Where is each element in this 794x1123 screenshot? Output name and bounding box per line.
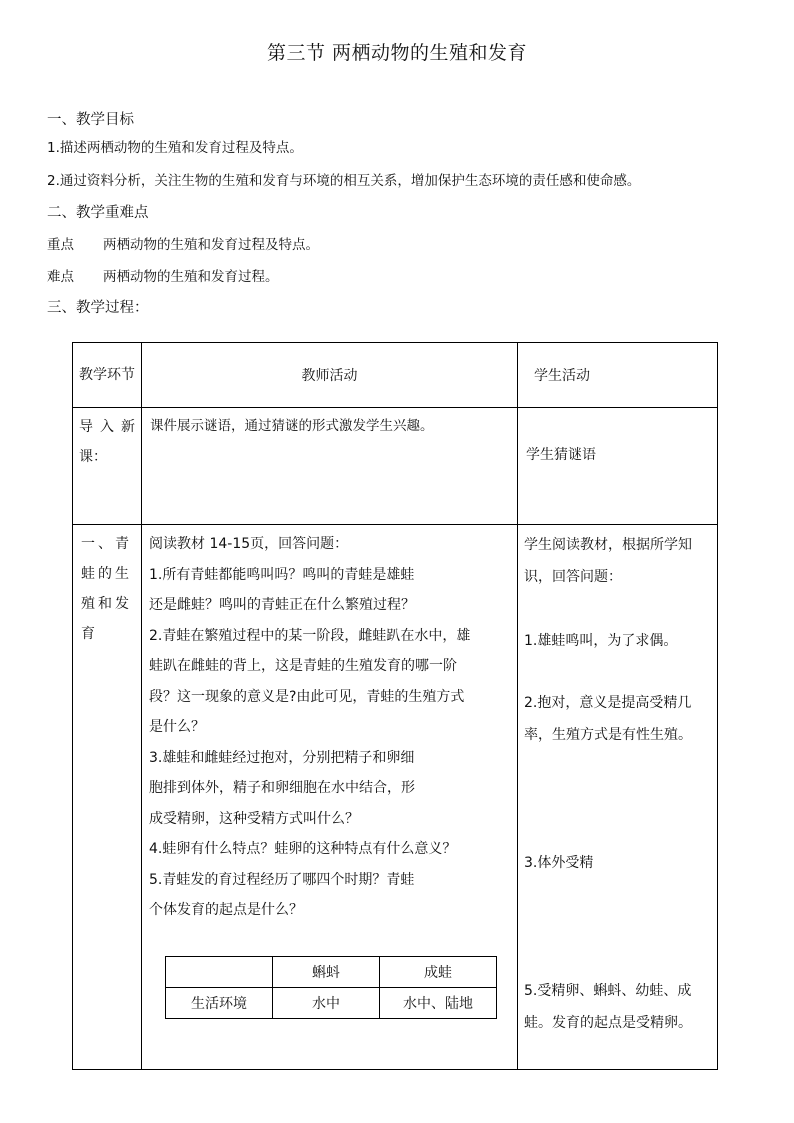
teacher-line: 是什么？ [149, 719, 205, 735]
teaching-process-table [72, 342, 718, 1070]
teacher-activity [142, 525, 517, 926]
inner-frog-habitat: 水中、陆地 [380, 987, 497, 1018]
key-point-row [47, 233, 319, 253]
teacher-line: 2.青蛙在繁殖过程中的某一阶段，雌蛙趴在水中，雄 [149, 627, 471, 644]
header-stage: 教学环节 [73, 343, 142, 408]
main-teacher-cell [142, 525, 518, 1070]
student-answer-1: 1.雄蛙鸣叫，为了求偶。 [524, 633, 678, 649]
difficult-point-label: 难点 [47, 269, 74, 285]
inner-row-label: 生活环境 [166, 987, 273, 1018]
inner-header-tadpole: 蝌蚪 [273, 956, 380, 987]
teacher-line: 阅读教材 14-15页，回答问题： [149, 536, 349, 552]
teacher-line: 个体发育的起点是什么？ [149, 902, 303, 918]
process-heading: 三、教学过程： [47, 300, 149, 316]
table-header-row [73, 343, 718, 408]
teacher-line: 成受精卵，这种受精方式叫什么？ [149, 810, 359, 827]
student-line: 学生阅读教材，根据所学知 [524, 537, 692, 553]
teacher-line: 5.青蛙发的育过程经历了哪四个时期？青蛙 [149, 871, 415, 888]
intro-stage: 导入新课： [73, 408, 142, 525]
student-line: 识，回答问题： [524, 569, 622, 585]
teacher-line: 4.蛙卵有什么特点？蛙卵的这种特点有什么意义？ [149, 841, 457, 857]
main-student-cell [518, 525, 718, 1070]
teacher-line: 蛙趴在雌蛙的背上，这是青蛙的生殖发育的哪一阶 [149, 658, 457, 674]
inner-header-blank [166, 956, 273, 987]
difficult-point-text: 两栖动物的生殖和发育过程。 [103, 269, 279, 285]
frog-habitat-table [165, 956, 497, 1019]
difficult-point-row [47, 265, 279, 285]
student-answer-2a: 2.抱对，意义是提高受精几 [524, 695, 692, 711]
key-points-heading: 二、教学重难点 [47, 205, 149, 221]
goals-heading: 一、教学目标 [47, 112, 134, 128]
student-answer-3: 3.体外受精 [524, 855, 594, 871]
teacher-line: 段？这一现象的意义是?由此可见，青蛙的生殖方式 [149, 688, 465, 705]
teacher-line: 胞排到体外，精子和卵细胞在水中结合，形 [149, 780, 415, 796]
goal-2: 2.通过资料分析，关注生物的生殖和发育与环境的相互关系，增加保护生态环境的责任感和使命感。 [47, 173, 641, 189]
goal-1: 1.描述两栖动物的生殖和发育过程及特点。 [47, 140, 303, 156]
table-row [73, 408, 718, 525]
header-teacher: 教师活动 [142, 343, 518, 408]
intro-teacher: 课件展示谜语，通过猜谜的形式激发学生兴趣。 [142, 408, 518, 525]
key-point-text: 两栖动物的生殖和发育过程及特点。 [103, 237, 319, 253]
student-activity [518, 525, 717, 1039]
inner-header-row [166, 956, 497, 987]
main-stage: 一、青蛙的生殖和发育 [73, 525, 142, 1070]
student-answer-2b: 率，生殖方式是有性生殖。 [524, 727, 692, 743]
student-answer-5a: 5.受精卵、蝌蚪、幼蛙、成 [524, 983, 692, 999]
table-row [73, 525, 718, 1070]
page-title: 第三节 两栖动物的生殖和发育 [266, 42, 528, 64]
key-point-label: 重点 [47, 237, 74, 253]
teacher-line: 1.所有青蛙都能鸣叫吗？鸣叫的青蛙是雄蛙 [149, 566, 415, 583]
student-answer-5b: 蛙。发育的起点是受精卵。 [524, 1015, 692, 1031]
inner-header-adult-frog: 成蛙 [380, 956, 497, 987]
inner-habitat-row [166, 987, 497, 1018]
teacher-line: 还是雌蛙？鸣叫的青蛙正在什么繁殖过程？ [149, 597, 415, 613]
intro-student: 学生猜谜语 [518, 408, 718, 525]
inner-tadpole-habitat: 水中 [273, 987, 380, 1018]
header-student: 学生活动 [518, 343, 718, 408]
teacher-line: 3.雄蛙和雌蛙经过抱对，分别把精子和卵细 [149, 749, 415, 766]
